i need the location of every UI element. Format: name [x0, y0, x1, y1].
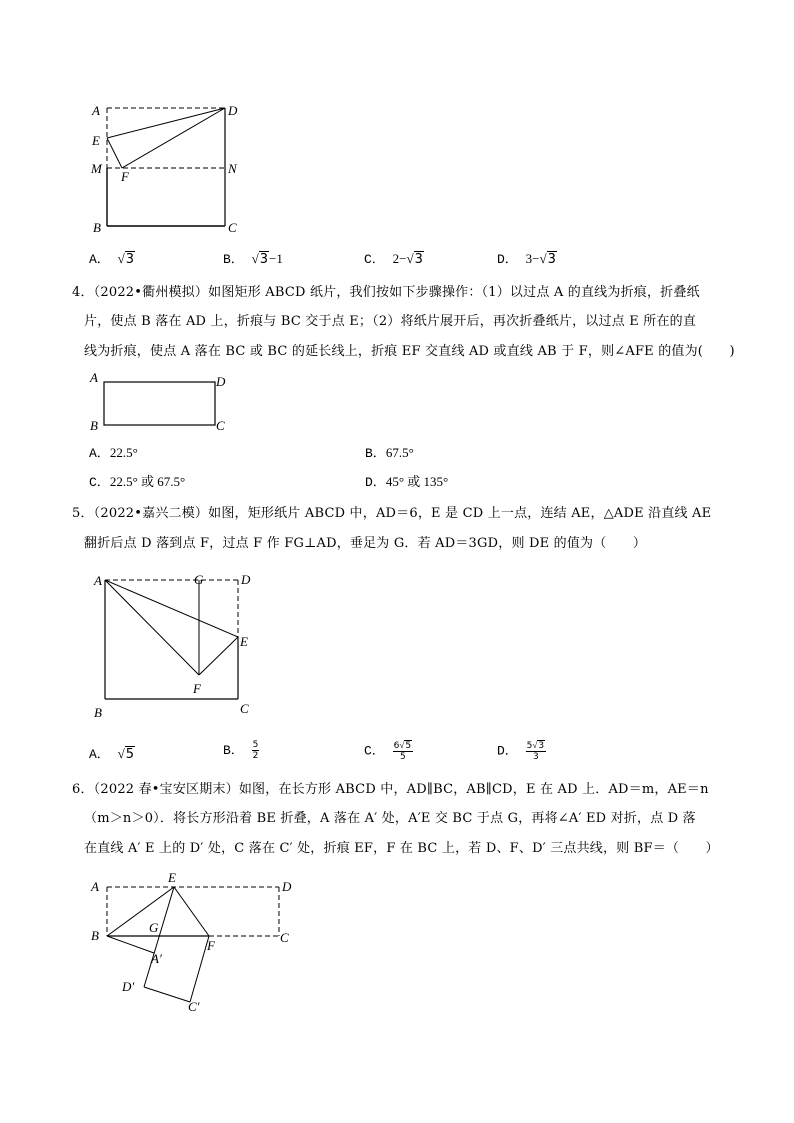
svg-text:G: G [149, 920, 159, 935]
option-letter: C． [364, 252, 385, 267]
svg-text:C: C [240, 701, 249, 716]
svg-text:F: F [193, 681, 201, 696]
q5-geometry-diagram [84, 566, 274, 726]
option-value: $\frac{6√5}{5}$ [393, 740, 412, 762]
q4-stem-line-3 [84, 343, 735, 361]
q5-stem-line-2 [84, 535, 646, 553]
svg-text:D: D [216, 374, 226, 389]
option-value: 67.5° [385, 445, 414, 460]
option-letter: D． [497, 743, 518, 759]
q6-figure [84, 866, 314, 1016]
svg-text:E: E [240, 634, 248, 649]
svg-text:D: D [228, 103, 238, 118]
question-text: 如图，矩形纸片 ABCD 中，AD＝6，E 是 CD 上一点，连结 AE，△ADE 沿直线 AE [208, 506, 712, 521]
svg-text:D: D [241, 572, 251, 587]
question-text: （m＞n＞0）．将长方形沿着 BE 折叠，A 落在 A′ 处，A′E 交 BC 于点 G，再将∠A′ ED 对折，点 D 落 [84, 811, 696, 826]
svg-text:A: A [94, 573, 102, 588]
option-value: √3−1 [251, 251, 283, 267]
svg-text:A: A [91, 879, 99, 894]
option-letter: D． [497, 252, 518, 267]
question-text: 如图，在长方形 ABCD 中，AD∥BC，AB∥CD，E 在 AD 上．AD＝m，AE＝n [238, 782, 709, 797]
option-value: 22.5° 或 67.5° [109, 474, 186, 489]
q3-option-a[interactable] [89, 250, 135, 269]
q5-option-d[interactable] [497, 740, 546, 762]
q5-option-a[interactable] [89, 745, 135, 764]
option-letter: B． [223, 742, 244, 758]
svg-text:C′: C′ [188, 999, 200, 1014]
svg-text:C: C [280, 930, 289, 945]
q4-figure [84, 368, 244, 433]
q5-figure [84, 566, 274, 726]
q5-stem-line-1 [72, 505, 711, 523]
svg-text:F: F [121, 169, 129, 184]
q3-geometry-diagram [84, 98, 254, 238]
option-letter: D． [365, 475, 386, 490]
question-source: （2022•衢州模拟） [93, 285, 209, 300]
svg-text:B: B [94, 705, 102, 720]
question-number: 6． [72, 782, 94, 797]
question-text: 翻折后点 D 落到点 F，过点 F 作 FG⊥AD，垂足为 G．若 AD＝3GD，则 DE 的值为（ ） [84, 536, 647, 551]
option-value: 3−√3 [525, 251, 556, 267]
svg-text:F: F [207, 938, 215, 953]
option-letter: B． [223, 252, 244, 267]
question-text: 片，使点 B 落在 AD 上，折痕与 BC 交于点 E；（2）将纸片展开后，再次折叠纸片，以过点 E 所在的直 [84, 314, 697, 329]
question-number: 4． [72, 285, 94, 300]
option-letter: A． [89, 747, 110, 762]
option-value: $\frac{5√3}{3}$ [526, 740, 545, 762]
svg-text:D: D [282, 879, 292, 894]
q3-option-b[interactable] [223, 250, 283, 269]
q4-stem-line-1 [72, 284, 700, 302]
option-letter: A． [89, 252, 110, 267]
q3-figure [84, 98, 254, 238]
question-text: 如图矩形 ABCD 纸片，我们按如下步骤操作：（1）以过点 A 的直线为折痕，折叠纸 [208, 285, 700, 300]
q4-option-c[interactable] [89, 473, 185, 492]
q6-stem-line-3 [84, 840, 719, 858]
option-letter: C． [89, 475, 110, 490]
q4-option-d[interactable] [365, 473, 448, 492]
option-value: 22.5° [109, 445, 138, 460]
svg-text:M: M [91, 161, 102, 176]
svg-text:E: E [92, 133, 100, 148]
svg-text:C: C [216, 418, 225, 433]
option-value: 2−√3 [392, 251, 423, 267]
question-number: 5． [72, 506, 94, 521]
q3-option-d[interactable] [497, 250, 557, 269]
question-text: 线为折痕，使点 A 落在 BC 或 BC 的延长线上，折痕 EF 交直线 AD 或直线 AB 于 F，则∠AFE 的值为( ) [84, 344, 735, 359]
svg-text:G: G [194, 572, 204, 587]
option-letter: A． [89, 446, 110, 461]
q5-option-b[interactable] [223, 740, 259, 761]
question-source: （2022•嘉兴二模） [93, 506, 209, 521]
svg-text:A′: A′ [151, 951, 162, 966]
q4-stem-line-2 [84, 313, 696, 331]
q4-option-a[interactable] [89, 444, 138, 463]
option-value: $\frac{5}{2}$ [252, 740, 259, 761]
svg-text:A: A [90, 370, 98, 385]
svg-text:B: B [90, 418, 98, 433]
question-text: 在直线 A′ E 上的 D′ 处，C 落在 C′ 处，折痕 EF，F 在 BC 上，若 D、F、D′ 三点共线，则 BF＝（ ） [84, 841, 719, 856]
q6-geometry-diagram [84, 866, 314, 1016]
svg-text:A: A [92, 103, 100, 118]
q3-option-c[interactable] [364, 250, 424, 269]
option-value: √3 [117, 251, 135, 267]
svg-text:E: E [168, 870, 176, 885]
svg-text:C: C [228, 220, 237, 235]
q6-stem-line-2 [84, 810, 696, 828]
q6-stem-line-1 [72, 781, 709, 799]
svg-text:D′: D′ [122, 979, 135, 994]
svg-text:B: B [93, 220, 101, 235]
option-value: √5 [117, 746, 135, 762]
option-letter: B． [365, 446, 386, 461]
svg-text:N: N [228, 161, 237, 176]
q4-rectangle-diagram [84, 368, 244, 433]
question-source: （2022 春•宝安区期末） [93, 782, 239, 797]
q4-option-b[interactable] [365, 444, 414, 463]
q5-option-c[interactable] [364, 740, 413, 762]
option-letter: C． [364, 743, 385, 759]
svg-text:B: B [91, 928, 99, 943]
option-value: 45° 或 135° [385, 474, 449, 489]
